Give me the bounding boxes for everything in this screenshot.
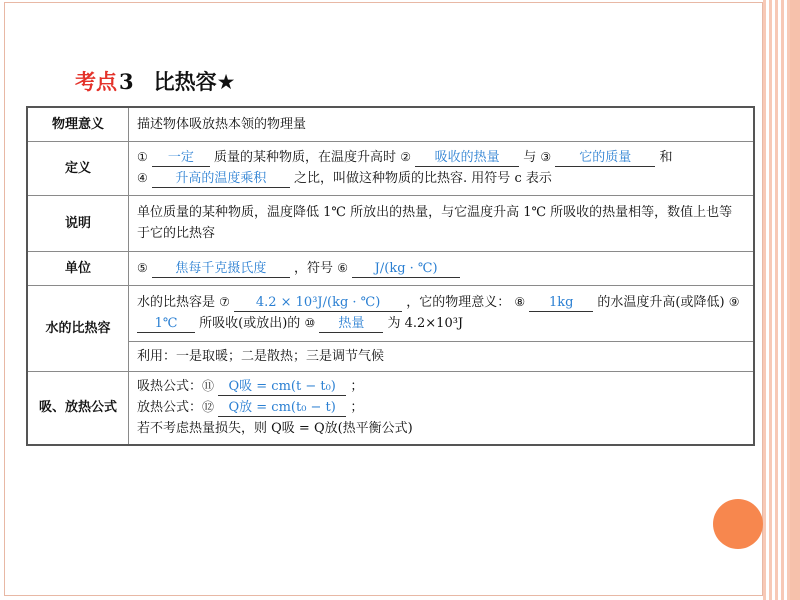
definition-cell	[129, 141, 755, 195]
answer-blank: 升高的温度乘积	[152, 170, 290, 188]
unit-text: ，符号	[294, 260, 334, 276]
answer-blank: 1kg	[529, 294, 593, 312]
explanation-text: 单位质量的某种物质，温度降低 1℃ 所放出的热量，与它温度升高 1℃ 所吸收的热量相等，数值上也等于它的比热容	[129, 195, 755, 251]
table-row	[27, 141, 754, 195]
row-label: 定义	[27, 141, 129, 195]
blank-number: ⑥	[337, 260, 348, 275]
title-prefix: 考点	[75, 70, 117, 94]
blank-number: ⑦	[219, 295, 230, 309]
water-cell	[129, 285, 755, 341]
answer-blank: J/(kg · ℃)	[352, 260, 460, 278]
answer-blank: 热量	[319, 315, 383, 333]
definition-text: 和	[659, 150, 673, 165]
heat-balance-note: 若不考虑热量损失，则 Q吸 = Q放(热平衡公式)	[137, 421, 413, 437]
blank-number: ③	[540, 150, 552, 164]
blank-number: ①	[137, 150, 148, 164]
answer-blank: Q放 = cm(t₀ − t)	[218, 399, 346, 417]
absorb-label: 吸热公式：	[137, 379, 203, 395]
table-row	[27, 251, 754, 285]
answer-blank: 它的质量	[555, 149, 655, 167]
title-name: 比热容★	[153, 70, 236, 94]
orange-circle-decoration	[713, 499, 763, 549]
row-label: 吸、放热公式	[27, 371, 129, 445]
water-text: 为 4.2×10³J	[387, 316, 464, 331]
blank-number: ⑩	[304, 316, 316, 330]
table-row	[27, 285, 754, 341]
blank-number: ⑫	[202, 400, 215, 415]
decorative-border	[790, 0, 800, 600]
water-text: 的水温度升高(或降低)	[597, 295, 725, 310]
answer-blank: Q吸 = cm(t − t₀)	[218, 378, 346, 396]
answer-blank: 吸收的热量	[415, 149, 519, 167]
blank-number: ⑨	[728, 295, 740, 309]
row-label: 物理意义	[27, 107, 129, 141]
meaning-text: 描述物体吸放热本领的物理量	[129, 107, 755, 141]
release-label: 放热公式：	[137, 400, 203, 416]
row-label: 说明	[27, 195, 129, 251]
definition-text: 与	[523, 150, 537, 165]
specific-heat-table	[26, 106, 755, 446]
definition-text: 质量的某种物质，在温度升高时	[214, 150, 397, 165]
answer-blank: 1℃	[137, 315, 195, 333]
punctuation: ；	[350, 400, 364, 416]
blank-number: ⑪	[202, 379, 215, 394]
punctuation: ；	[350, 379, 364, 395]
water-use-text: 利用：一是取暖；二是散热；三是调节气候	[129, 341, 755, 371]
blank-number: ②	[400, 150, 411, 164]
water-text: 水的比热容是	[137, 295, 216, 310]
table-row	[27, 371, 754, 445]
answer-blank: 焦每千克摄氏度	[152, 260, 290, 278]
unit-cell	[129, 251, 755, 285]
heat-formula-cell	[129, 371, 755, 445]
water-text: 所吸收(或放出)的	[199, 316, 301, 331]
table-row	[27, 341, 754, 371]
row-label: 单位	[27, 251, 129, 285]
definition-text: 之比，叫做这种物质的比热容. 用符号 c 表示	[294, 171, 552, 186]
title-number: 3	[119, 69, 134, 94]
water-text: ，它的物理意义：	[406, 295, 511, 310]
answer-blank: 一定	[152, 149, 210, 167]
blank-number: ④	[137, 171, 148, 185]
table-row	[27, 107, 754, 141]
answer-blank: 4.2 × 10³J/(kg · ℃)	[234, 294, 402, 312]
blank-number: ⑧	[514, 295, 526, 309]
slide-title	[75, 66, 235, 96]
blank-number: ⑤	[137, 260, 148, 275]
row-label: 水的比热容	[27, 285, 129, 371]
table-row	[27, 195, 754, 251]
